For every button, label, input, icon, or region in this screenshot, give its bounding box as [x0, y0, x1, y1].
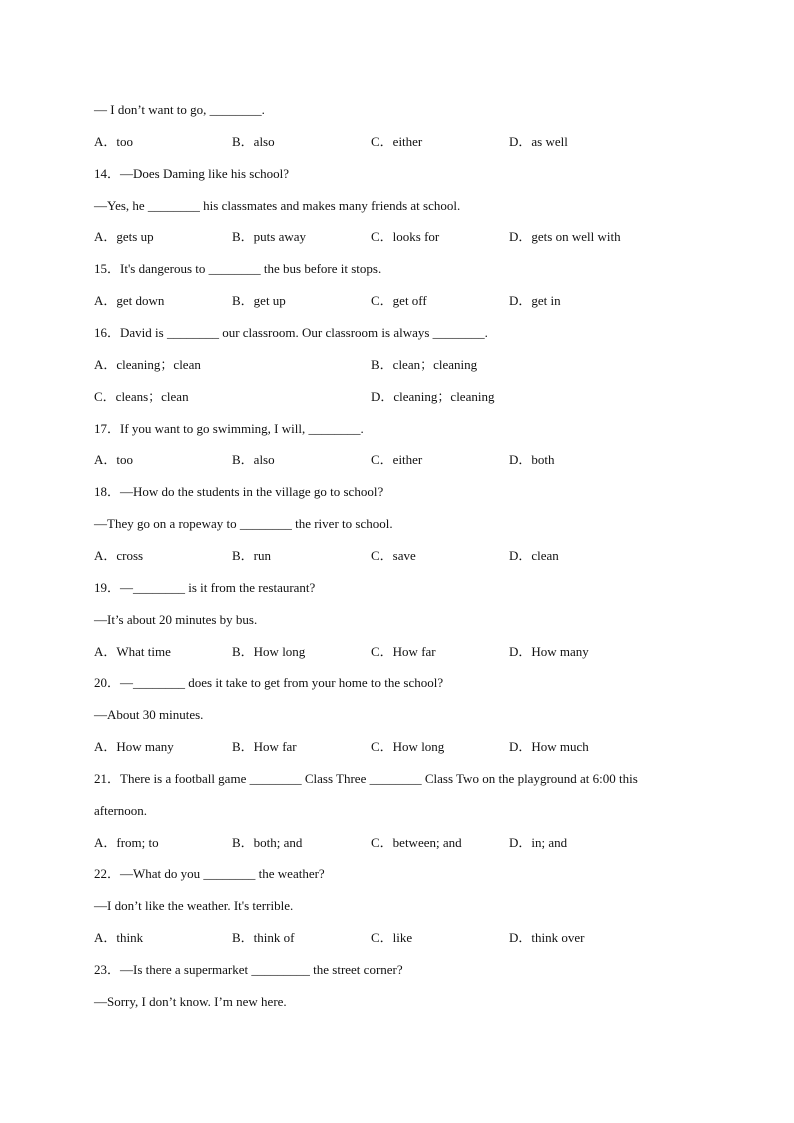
answer-option: A．too	[94, 452, 134, 468]
answer-option: C．cleans；clean	[94, 388, 189, 404]
answer-option: C．get off	[371, 293, 427, 309]
question-line: —About 30 minutes.	[94, 707, 204, 723]
answer-option: C．How long	[371, 739, 445, 754]
answer-option: B．think of	[232, 930, 295, 946]
question-line: 19．—________ is it from the restaurant?	[94, 579, 316, 595]
question-line: — I don’t want to go, ________.	[94, 102, 265, 117]
answer-options-row	[94, 387, 694, 407]
question-line: 18．—How do the students in the village go to school?	[94, 484, 384, 500]
answer-option: A．from; to	[94, 834, 159, 850]
answer-option: D．clean	[509, 547, 559, 563]
answer-option: B．How far	[232, 739, 297, 754]
answer-option: A．gets up	[94, 229, 154, 245]
answer-option: C．save	[371, 547, 416, 563]
answer-option: C．looks for	[371, 229, 440, 245]
answer-option: B．both; and	[232, 834, 303, 850]
question-line: —They go on a ropeway to ________ the river to school.	[94, 516, 393, 531]
answer-option: B．run	[232, 547, 272, 563]
question-line: —It’s about 20 minutes by bus.	[94, 611, 258, 627]
question-line: 17．If you want to go swimming, I will, ________.	[94, 420, 364, 436]
answer-option: D．both	[509, 452, 555, 468]
answer-option: A．cross	[94, 547, 144, 563]
answer-option: B．puts away	[232, 229, 307, 245]
answer-option: B．also	[232, 133, 275, 149]
answer-options-row	[94, 928, 694, 948]
answer-option: A．cleaning；clean	[94, 356, 201, 372]
answer-option: D．gets on well with	[509, 229, 621, 245]
answer-option: D．as well	[509, 133, 568, 149]
answer-options-row	[94, 450, 694, 470]
answer-option: C．either	[371, 133, 423, 149]
answer-option: C．like	[371, 930, 413, 946]
answer-option: B．clean；cleaning	[371, 356, 478, 372]
answer-options-row	[94, 291, 694, 311]
answer-option: A．How many	[94, 739, 174, 754]
question-line: 21．There is a football game ________ Class Three ________ Class Two on the playground at 6:00 this	[94, 770, 638, 786]
answer-option: A．too	[94, 133, 134, 149]
answer-options-row	[94, 355, 694, 375]
answer-option: B．How long	[232, 643, 306, 659]
answer-option: A．think	[94, 930, 144, 946]
question-line: 14．—Does Daming like his school?	[94, 165, 289, 181]
question-line: 20．—________ does it take to get from your home to the school?	[94, 675, 444, 691]
answer-option: B．get up	[232, 293, 286, 309]
answer-option: A．get down	[94, 293, 165, 309]
question-line: 22．—What do you ________ the weather?	[94, 866, 325, 882]
answer-option: A．What time	[94, 643, 171, 659]
question-line: —Sorry, I don’t know. I’m new here.	[94, 993, 287, 1009]
answer-option: D．How much	[509, 739, 589, 754]
answer-option: C．between; and	[371, 834, 462, 850]
answer-option: C．either	[371, 452, 423, 468]
answer-options-row	[94, 833, 694, 853]
answer-options-row	[94, 227, 694, 247]
answer-options-row	[94, 546, 694, 566]
question-line: —Yes, he ________ his classmates and makes many friends at school.	[94, 197, 461, 213]
answer-option: D．in; and	[509, 834, 568, 850]
answer-option: B．also	[232, 452, 275, 468]
answer-options-row	[94, 132, 694, 152]
question-line: afternoon.	[94, 802, 148, 818]
answer-option: C．How far	[371, 643, 436, 659]
answer-options-row	[94, 642, 694, 662]
answer-option: D．think over	[509, 930, 585, 946]
answer-option: D．get in	[509, 293, 561, 309]
question-line: 15．It's dangerous to ________ the bus before it stops.	[94, 261, 382, 277]
question-line: 23．—Is there a supermarket _________ the street corner?	[94, 962, 403, 977]
question-line: 16．David is ________ our classroom. Our classroom is always ________.	[94, 325, 488, 340]
answer-options-row	[94, 737, 694, 757]
answer-option: D．How many	[509, 643, 589, 659]
answer-option: D．cleaning；cleaning	[371, 388, 495, 404]
question-line: —I don’t like the weather. It's terrible.	[94, 898, 294, 914]
